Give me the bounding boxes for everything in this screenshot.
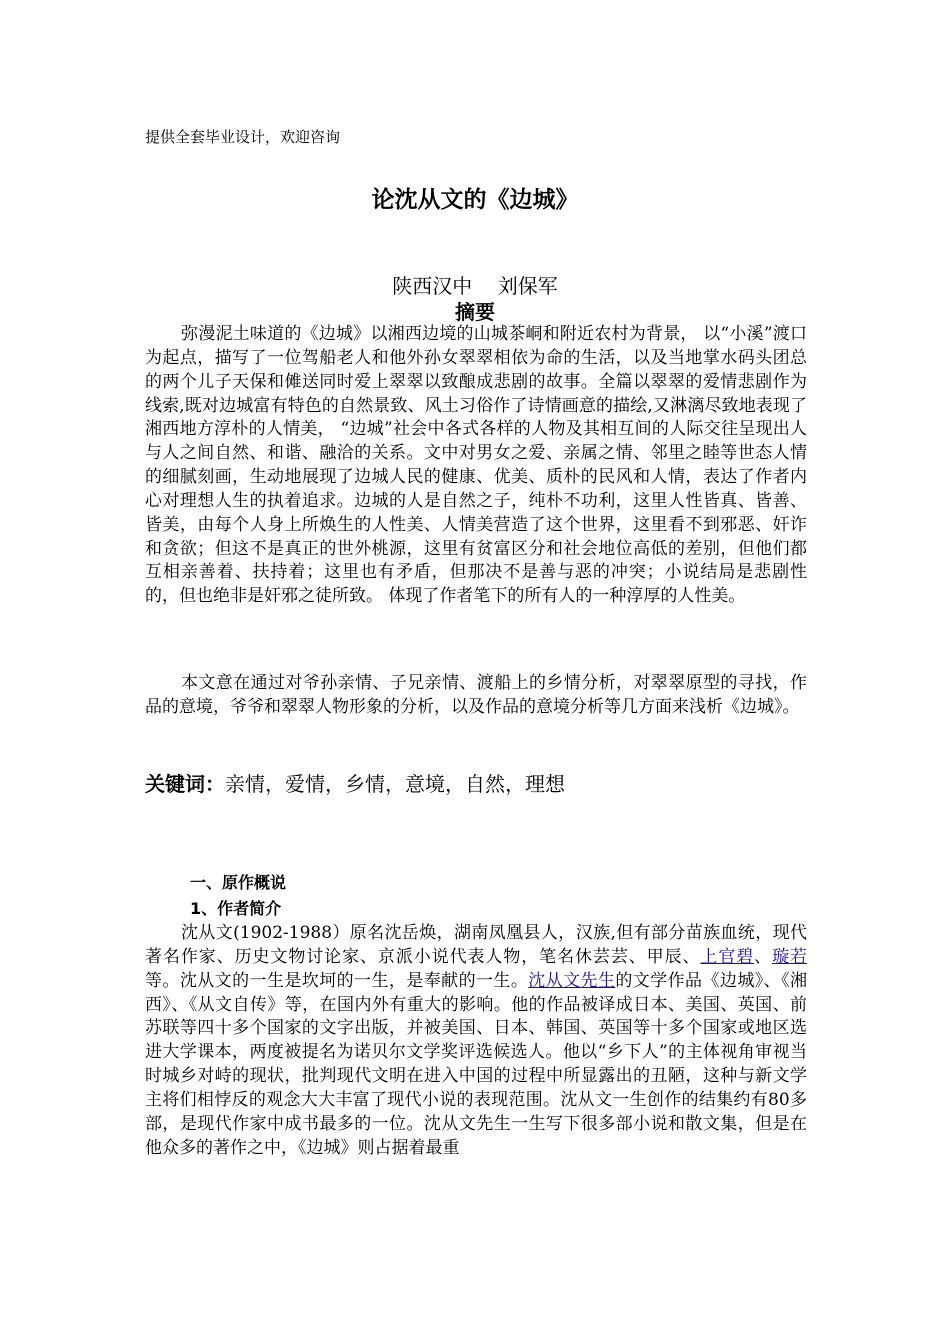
body-text: 的文学作品《边城》、《湘西》、《从文自传》等，在国内外有重大的影响。他的作品被译成日本、美国、英国、前苏联等四十多个国家的文字出版，并被美国、日本、韩国、英国等十多个国家或地区选进大学课本，两度被提名为诺贝尔文学奖评选候选人。他以“乡下人”的主体视角审视当时城乡对峙的现状，批判现代文明在进入中国的过程中所显露出的丑陋，这种与新文学主将们相悖反的观念大大丰富了现代小说的表现范围。沈从文一生创作的结集约有80多部，是现代作家中成书最多的一位。沈从文先生一生写下很多部小说和散文集，但是在他众多的著作之中，《边城》则占据着最重: [145, 970, 808, 1158]
abstract-heading: 摘要: [455, 300, 495, 324]
link-xuanruo[interactable]: 璇若: [772, 946, 808, 967]
document-title: 论沈从文的《边城》: [371, 187, 579, 213]
abstract-paragraph-2: 本文意在通过对爷孙亲情、子兄亲情、渡船上的乡情分析，对翠翠原型的寻找，作品的意境，爷爷和翠翠人物形象的分析，以及作品的意境分析等几方面来浅析《边城》。: [145, 673, 807, 717]
body-text: 等。沈从文的一生是坎坷的一生，是奉献的一生。: [145, 970, 529, 991]
keywords-value: 亲情，爱情，乡情，意境，自然，理想: [225, 772, 565, 796]
abstract-paragraph-1: 弥漫泥土味道的《边城》以湘西边境的山城茶峒和附近农村为背景， 以“小溪”渡口为起点，描写了一位驾船老人和他外孙女翠翠相依为命的生活，以及当地掌水码头团总的两个儿子天保和傩送同时爱上翠翠以致酿成悲剧的故事。全篇以翠翠的爱情悲剧作为线索,既对边城富有特色的自然景致、风土习俗作了诗情画意的描绘,又淋漓尽致地表现了湘西地方淳朴的人情美， “边城”社会中各式各样的人物及其相互间的人际交往呈现出人与人之间自然、和谐、融洽的关系。文中对男女之爱、亲属之情、邻里之睦等世态人情的细腻刻画，生动地展现了边城人民的健康、优美、质朴的民风和人情，表达了作者内心对理想人生的执着追求。边城的人是自然之子，纯朴不功利，这里人性皆真、皆善、皆美，由每个人身上所焕生的人性美、人情美营造了这个世界，这里看不到邪恶、奸诈和贪欲；但这不是真正的世外桃源，这里有贫富区分和社会地位高低的差别，但他们都互相亲善着、扶持着；这里也有矛盾，但那决不是善与恶的冲突；小说结局是悲剧性的，但也绝非是奸邪之徒所致。 体现了作者笔下的所有人的一种淳厚的人性美。: [145, 324, 807, 607]
header-note: 提供全套毕业设计，欢迎咨询: [145, 128, 341, 146]
separator-text: 、: [754, 946, 773, 967]
keywords-line: [145, 769, 845, 799]
author-line: 陕西汉中 刘保军: [392, 274, 558, 298]
subsection-heading: 1、作者简介: [190, 899, 282, 918]
section-heading: 一、原作概说: [190, 873, 287, 892]
link-shen-congwen[interactable]: 沈从文先生: [528, 970, 616, 991]
link-shangguanbi[interactable]: 上官碧: [700, 946, 755, 967]
body-text: 沈从文(1902-1988）原名沈岳焕，湖南凤凰县人，汉族,但有部分苗族血统，现代著名作家、历史文物讨论家、京派小说代表人物，笔名休芸芸、甲辰、: [145, 923, 807, 967]
author-intro-paragraph: [145, 922, 807, 1160]
keywords-label: 关键词：: [145, 772, 225, 796]
